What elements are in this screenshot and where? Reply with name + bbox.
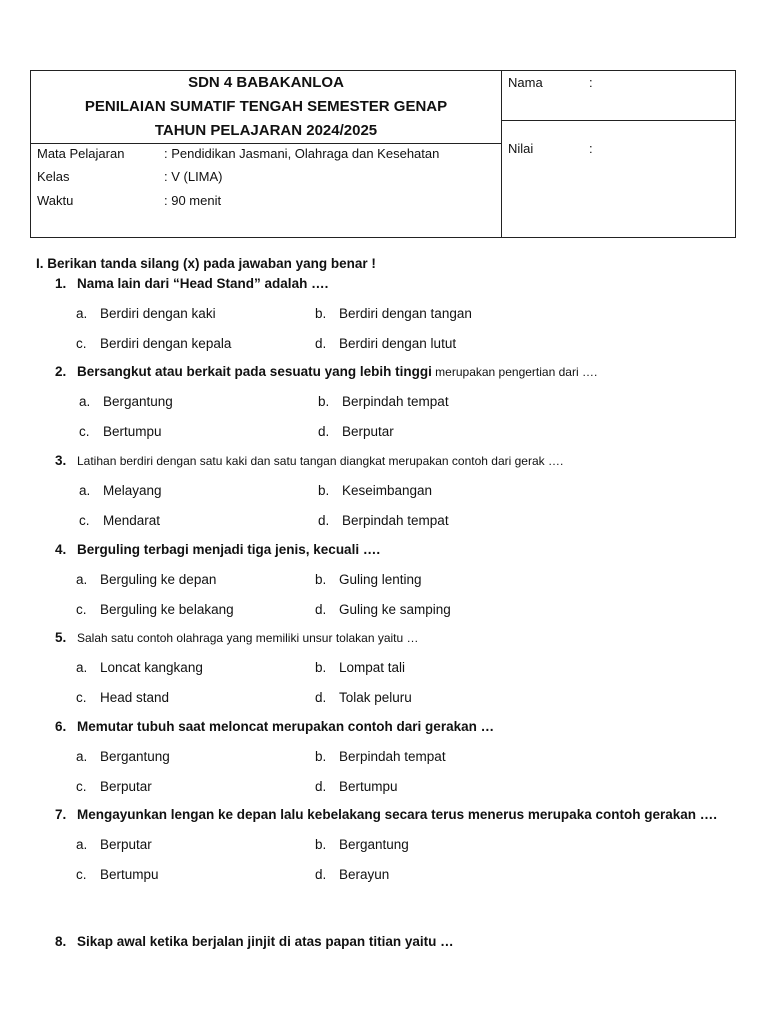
option-letter: b. (318, 394, 330, 409)
option-letter: d. (315, 336, 327, 351)
option-text: Berguling ke depan (100, 572, 217, 587)
question-3 (55, 453, 563, 468)
option-text: Melayang (103, 483, 162, 498)
question-text: Nama lain dari “Head Stand” adalah …. (77, 276, 329, 291)
option-text: Guling lenting (339, 572, 422, 587)
option-text: Bertumpu (103, 424, 162, 439)
option-text: Guling ke samping (339, 602, 451, 617)
option-letter: d. (315, 602, 327, 617)
answer-option-a[interactable] (76, 572, 216, 587)
question-number: 4. (55, 542, 67, 557)
question-text: Latihan berdiri dengan satu kaki dan satu tangan diangkat merupakan contoh dari gerak …. (77, 454, 564, 468)
answer-option-c[interactable] (76, 602, 234, 617)
option-text: Berpindah tempat (342, 394, 449, 409)
option-letter: c. (76, 336, 87, 351)
question-text: Bersangkut atau berkait pada sesuatu yang lebih tinggi (77, 364, 432, 379)
question-text: Berguling terbagi menjadi tiga jenis, kecuali …. (77, 542, 381, 557)
option-text: Bergantung (339, 837, 409, 852)
option-letter: a. (76, 572, 88, 587)
option-letter: b. (318, 483, 330, 498)
question-number: 2. (55, 364, 67, 379)
option-text: Bergantung (103, 394, 173, 409)
option-text: Mendarat (103, 513, 161, 528)
answer-option-c[interactable] (76, 779, 152, 794)
option-text: Berdiri dengan lutut (339, 336, 457, 351)
question-number: 8. (55, 934, 67, 949)
option-text: Head stand (100, 690, 170, 705)
option-letter: c. (76, 779, 87, 794)
option-letter: a. (79, 483, 91, 498)
question-text: Salah satu contoh olahraga yang memiliki unsur tolakan yaitu … (77, 631, 419, 645)
option-text: Lompat tali (339, 660, 406, 675)
question-1 (55, 276, 328, 291)
question-text: Memutar tubuh saat meloncat merupakan contoh dari gerakan … (77, 719, 495, 734)
option-text: Berguling ke belakang (100, 602, 234, 617)
class-label: Kelas (37, 169, 70, 184)
question-text: merupakan pengertian dari …. (431, 365, 598, 379)
option-text: Berputar (100, 779, 152, 794)
answer-option-c[interactable] (79, 424, 162, 439)
option-letter: b. (315, 306, 327, 321)
name-label: Nama (508, 75, 543, 90)
answer-option-d[interactable] (315, 867, 389, 882)
option-letter: d. (315, 867, 327, 882)
answer-option-b[interactable] (315, 837, 409, 852)
option-letter: a. (79, 394, 91, 409)
option-letter: b. (315, 660, 327, 675)
option-letter: c. (79, 513, 90, 528)
option-text: Loncat kangkang (100, 660, 203, 675)
option-text: Berpindah tempat (339, 749, 446, 764)
question-number: 1. (55, 276, 67, 291)
option-text: Berputar (100, 837, 152, 852)
answer-option-c[interactable] (76, 336, 231, 351)
academic-year: TAHUN PELAJARAN 2024/2025 (154, 122, 378, 139)
answer-option-b[interactable] (315, 306, 472, 321)
question-5 (55, 630, 419, 645)
question-number: 5. (55, 630, 67, 645)
answer-option-d[interactable] (318, 424, 394, 439)
option-letter: c. (76, 690, 87, 705)
answer-option-b[interactable] (315, 572, 422, 587)
answer-option-a[interactable] (79, 394, 173, 409)
question-text: Mengayunkan lengan ke depan lalu kebelakang secara terus menerus merupaka contoh gerakan …. (77, 807, 717, 822)
subject-value: : Pendidikan Jasmani, Olahraga dan Kesehatan (164, 146, 440, 161)
option-text: Bergantung (100, 749, 170, 764)
answer-option-c[interactable] (76, 690, 169, 705)
school-name: SDN 4 BABAKANLOA (188, 74, 344, 91)
question-number: 3. (55, 453, 67, 468)
answer-option-b[interactable] (315, 660, 405, 675)
option-letter: d. (315, 690, 327, 705)
score-colon: : (589, 141, 593, 156)
answer-option-a[interactable] (76, 306, 216, 321)
answer-option-a[interactable] (79, 483, 162, 498)
answer-option-b[interactable] (318, 394, 449, 409)
option-letter: c. (76, 867, 87, 882)
option-text: Berpindah tempat (342, 513, 449, 528)
question-number: 6. (55, 719, 67, 734)
option-text: Berayun (339, 867, 390, 882)
answer-option-b[interactable] (315, 749, 446, 764)
answer-option-c[interactable] (79, 513, 160, 528)
header-left-divider (31, 143, 501, 144)
option-text: Bertumpu (339, 779, 398, 794)
answer-option-d[interactable] (315, 779, 398, 794)
question-number: 7. (55, 807, 67, 822)
option-letter: b. (315, 837, 327, 852)
question-2 (55, 364, 597, 379)
question-6 (55, 719, 494, 734)
option-letter: c. (76, 602, 87, 617)
answer-option-d[interactable] (315, 602, 451, 617)
answer-option-b[interactable] (318, 483, 432, 498)
question-text: Sikap awal ketika berjalan jinjit di atas papan titian yaitu … (77, 934, 454, 949)
time-label: Waktu (37, 193, 74, 208)
question-8 (55, 934, 454, 949)
score-label: Nilai (508, 141, 534, 156)
subject-label: Mata Pelajaran (37, 146, 125, 161)
class-value: : V (LIMA) (164, 169, 223, 184)
question-7 (55, 807, 717, 822)
option-letter: b. (315, 749, 327, 764)
option-letter: d. (318, 424, 330, 439)
option-text: Berdiri dengan kaki (100, 306, 216, 321)
answer-option-a[interactable] (76, 837, 152, 852)
option-text: Keseimbangan (342, 483, 433, 498)
answer-option-a[interactable] (76, 749, 170, 764)
name-colon: : (589, 75, 593, 90)
time-value: : 90 menit (164, 193, 222, 208)
header-vertical-divider (501, 71, 502, 237)
question-4 (55, 542, 380, 557)
answer-option-a[interactable] (76, 660, 203, 675)
answer-option-d[interactable] (315, 690, 412, 705)
option-letter: a. (76, 660, 88, 675)
header-box (30, 70, 736, 238)
section-instruction: I. Berikan tanda silang (x) pada jawaban yang benar ! (36, 256, 376, 271)
option-text: Berdiri dengan kepala (100, 336, 232, 351)
exam-title: PENILAIAN SUMATIF TENGAH SEMESTER GENAP (84, 98, 448, 115)
header-right-divider (501, 120, 735, 121)
option-text: Berputar (342, 424, 394, 439)
option-text: Berdiri dengan tangan (339, 306, 472, 321)
option-letter: a. (76, 749, 88, 764)
option-text: Bertumpu (100, 867, 159, 882)
option-letter: a. (76, 837, 88, 852)
option-letter: b. (315, 572, 327, 587)
answer-option-d[interactable] (315, 336, 456, 351)
answer-option-d[interactable] (318, 513, 449, 528)
answer-option-c[interactable] (76, 867, 159, 882)
option-text: Tolak peluru (339, 690, 412, 705)
option-letter: d. (318, 513, 330, 528)
option-letter: d. (315, 779, 327, 794)
option-letter: a. (76, 306, 88, 321)
option-letter: c. (79, 424, 90, 439)
